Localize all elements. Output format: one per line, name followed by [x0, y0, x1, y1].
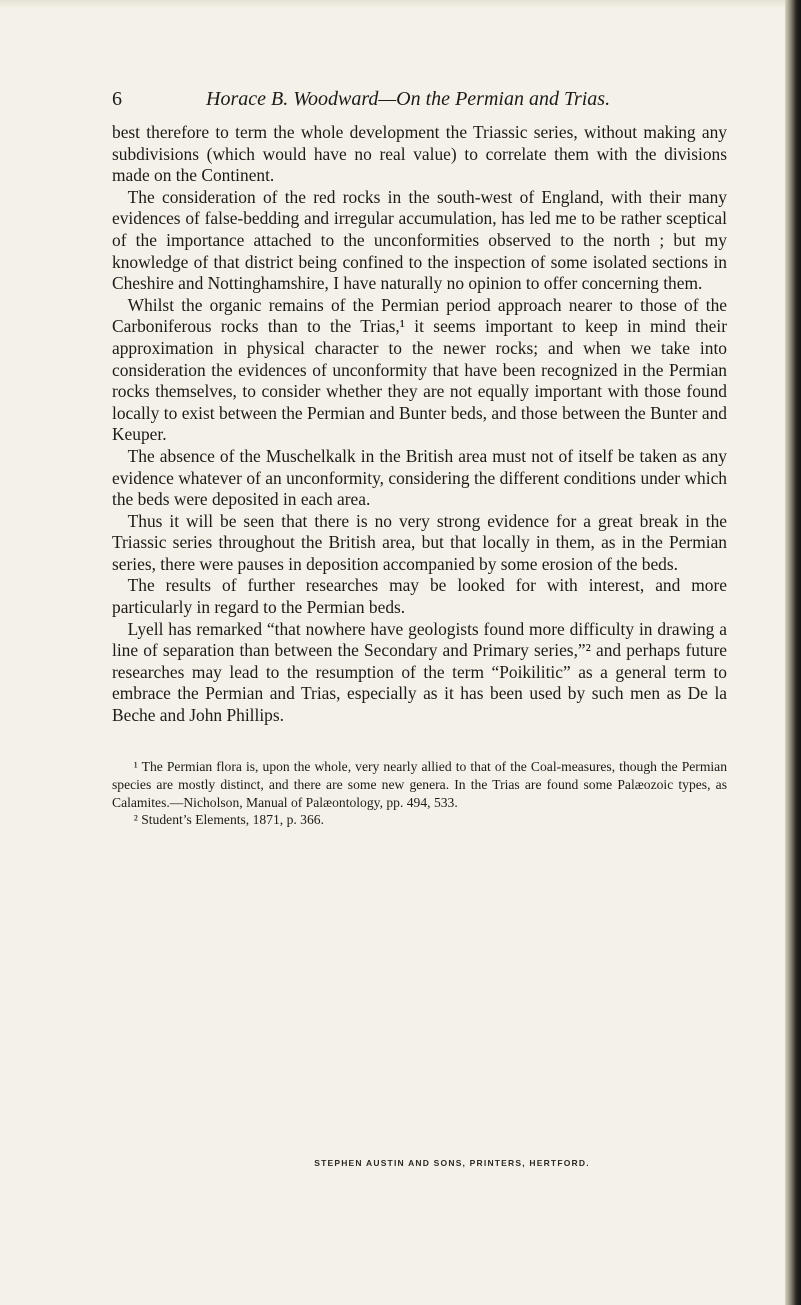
footnote: ² Student’s Elements, 1871, p. 366. — [133, 812, 324, 828]
paragraph: The absence of the Muschelkalk in the British area must not of itself be taken as any evidence whatever of an unconformity, considering the different conditions under which the beds were deposited in each area. — [112, 445, 727, 510]
page-header — [112, 88, 712, 116]
paragraph: The results of further researches may be looked for with interest, and more particularly in regard to the Permian beds. — [112, 575, 727, 618]
running-head: Horace B. Woodward—On the Permian and Trias. — [206, 88, 611, 110]
page-top-edge — [0, 0, 801, 8]
book-spine-edge — [785, 0, 801, 1305]
page-number: 6 — [112, 88, 122, 110]
footnote: ¹ The Permian flora is, upon the whole, very nearly allied to that of the Coal-measures, though the Permian species are mostly distinct, and there are some new genera. In the Trias are found some Palæozoic types, as Calamites.—Nicholson, Manual of Palæontology, pp. 494, 533. — [112, 759, 727, 810]
printer-imprint: STEPHEN AUSTIN AND SONS, PRINTERS, HERTFORD. — [314, 1158, 590, 1168]
paragraph: best therefore to term the whole development the Triassic series, without making any subdivisions (which would have no real value) to correlate them with the divisions made on the Continent. — [112, 122, 727, 186]
paragraph: The consideration of the red rocks in the south-west of England, with their many evidences of false-bedding and irregular accumulation, has led me to be rather sceptical of the importance attached to the unconformities observed to the north ; but my knowledge of that district being confined to the inspection of some isolated sections in Cheshire and Nottinghamshire, I have naturally no opinion to offer concerning them. — [112, 186, 727, 294]
paragraph: Whilst the organic remains of the Permian period approach nearer to those of the Carboniferous rocks than to the Trias,¹ it seems important to keep in mind their approximation in physical character to the newer rocks; and when we take into consideration the evidences of unconformity that have been recognized in the Permian rocks themselves, to consider whether they are not equally important with those found locally to exist between the Permian and Bunter beds, and those between the Bunter and Keuper. — [112, 294, 727, 445]
paragraph: Thus it will be seen that there is no very strong evidence for a great break in the Triassic series throughout the British area, but that locally in them, as in the Permian series, there were pauses in deposition accompanied by some erosion of the beds. — [112, 510, 727, 574]
body-text — [112, 122, 727, 727]
paragraph: Lyell has remarked “that nowhere have geologists found more difficulty in drawing a line of separation than between the Secondary and Primary series,”² and perhaps future researches may lead to the resumption of the term “Poikilitic” as a general term to embrace the Permian and Trias, especially as it has been used by such men as De la Beche and John Phillips. — [112, 618, 727, 726]
footnotes — [112, 758, 727, 829]
